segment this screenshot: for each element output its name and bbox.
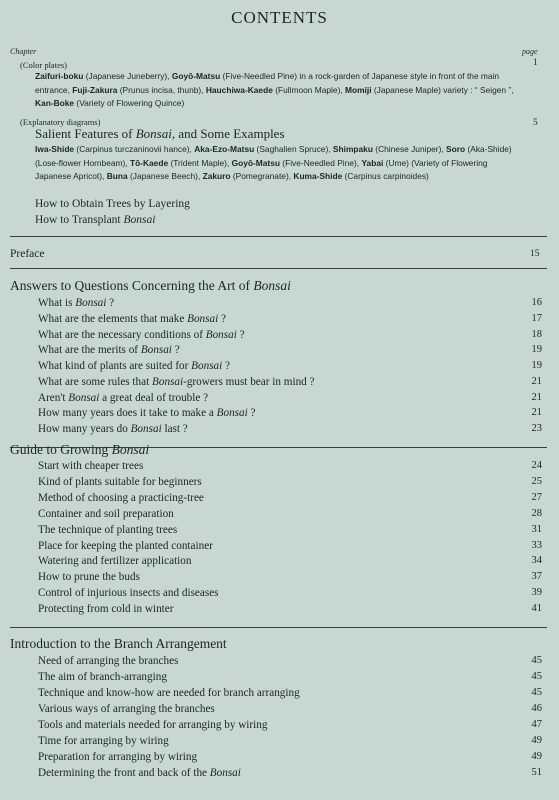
toc-entry[interactable] <box>0 344 559 359</box>
toc-entry-title: Various ways of arranging the branches <box>38 703 215 715</box>
toc-entry-title: How many years do Bonsai last ? <box>38 423 188 435</box>
toc-entry-page: 34 <box>531 555 542 567</box>
toc-entry-page: 47 <box>531 719 542 730</box>
toc-entry-title: What are the necessary conditions of Bonsai ? <box>38 328 245 341</box>
color-plates-description: Zaifuri-boku (Japanese Juneberry), Goyō-Matsu (Five-Needled Pine) in a rock-garden of Japanese style in front of the main entrance, Fuji-Zakura (Prunus incisa, thunb), Hauchiwa-Kaede (Fullmoon Maple), Momiji (Japanese Maple) variety : “ Seigen ”, Kan-Boke (Variety of Flowering Quince) <box>35 71 514 109</box>
toc-entry-title: What are the elements that make Bonsai ? <box>38 312 226 325</box>
toc-entry-page: 49 <box>531 735 542 746</box>
toc-entry[interactable] <box>0 508 559 523</box>
toc-entry[interactable] <box>0 460 559 475</box>
toc-entry-page: 27 <box>531 491 542 503</box>
toc-entry-title: Kind of plants suitable for beginners <box>38 475 202 488</box>
toc-entry-page: 19 <box>531 344 542 356</box>
toc-entry-page: 46 <box>531 703 542 714</box>
toc-entry-title: The technique of planting trees <box>38 523 178 536</box>
toc-entry[interactable] <box>0 376 559 391</box>
color-plates-label: (Color plates) <box>20 60 67 70</box>
toc-entry-title: How to prune the buds <box>38 571 140 584</box>
section-heading: Answers to Questions Concerning the Art of Bonsai <box>10 278 291 293</box>
divider <box>10 236 547 237</box>
toc-entry-page: 28 <box>531 507 542 519</box>
toc-entry[interactable] <box>0 767 559 782</box>
toc-entry-title: What are some rules that Bonsai-growers must bear in mind ? <box>38 375 315 388</box>
toc-entry[interactable] <box>0 524 559 539</box>
toc-entry-page: 17 <box>531 312 542 324</box>
toc-entry[interactable] <box>0 751 559 766</box>
toc-entry-page: 24 <box>531 460 542 471</box>
section-heading: Introduction to the Branch Arrangement <box>10 636 227 651</box>
preface-label[interactable]: Preface <box>10 248 45 260</box>
toc-entry-title: Watering and fertilizer application <box>38 555 192 568</box>
toc-entry-title: Start with cheaper trees <box>38 460 144 472</box>
toc-entry[interactable] <box>0 360 559 375</box>
toc-entry-page: 51 <box>531 767 542 778</box>
toc-entry-page: 45 <box>531 655 542 666</box>
toc-entry-title: Tools and materials needed for arranging by wiring <box>38 719 268 731</box>
toc-entry-title: Method of choosing a practicing-tree <box>38 491 204 504</box>
toc-entry-page: 39 <box>531 587 542 599</box>
toc-entry[interactable] <box>0 297 559 312</box>
toc-entry-title: Need of arranging the branches <box>38 655 179 667</box>
toc-entry[interactable] <box>0 719 559 734</box>
toc-entry-page: 45 <box>531 671 542 682</box>
color-plates-page: 1 <box>533 58 538 68</box>
diagrams-label: (Explanatory diagrams) <box>20 117 101 127</box>
toc-entry[interactable] <box>0 603 559 618</box>
toc-entry[interactable] <box>0 735 559 750</box>
toc-entry-page: 33 <box>531 539 542 551</box>
toc-entry-title: Place for keeping the planted container <box>38 539 213 552</box>
toc-entry[interactable] <box>0 555 559 570</box>
toc-entry[interactable] <box>0 571 559 586</box>
toc-entry-page: 21 <box>531 391 542 403</box>
toc-entry[interactable] <box>0 587 559 602</box>
toc-entry-title: The aim of branch-arranging <box>38 671 167 683</box>
diagrams-page: 5 <box>533 118 538 128</box>
chapter-column-header: Chapter <box>10 47 37 56</box>
preface-page: 15 <box>530 249 540 259</box>
layering-link[interactable]: How to Obtain Trees by Layering <box>35 198 190 210</box>
toc-entry-title: Preparation for arranging by wiring <box>38 751 198 763</box>
transplant-link[interactable]: How to Transplant Bonsai <box>35 214 156 226</box>
toc-entry-page: 49 <box>531 751 542 762</box>
toc-entry-title: Time for arranging by wiring <box>38 735 169 747</box>
toc-entry[interactable] <box>0 313 559 328</box>
toc-entry-page: 45 <box>531 687 542 698</box>
page-title: CONTENTS <box>231 8 328 27</box>
diagrams-heading: Salient Features of Bonsai, and Some Examples <box>35 126 285 141</box>
section-heading: Guide to Growing Bonsai <box>10 442 150 457</box>
toc-entry-title: What kind of plants are suited for Bonsai ? <box>38 360 231 372</box>
toc-entry-page: 18 <box>531 328 542 340</box>
toc-entry-title: Aren't Bonsai a great deal of trouble ? <box>38 391 209 404</box>
toc-entry[interactable] <box>0 492 559 507</box>
divider <box>10 268 547 269</box>
toc-entry[interactable] <box>0 407 559 422</box>
toc-entry-page: 31 <box>531 523 542 535</box>
toc-entry-page: 37 <box>531 571 542 583</box>
toc-entry[interactable] <box>0 655 559 670</box>
page-column-header: page <box>522 47 538 56</box>
toc-entry[interactable] <box>0 392 559 407</box>
toc-entry-title: What is Bonsai ? <box>38 297 115 309</box>
toc-entry-page: 23 <box>531 423 542 434</box>
toc-entry-title: Technique and know-how are needed for branch arranging <box>38 687 300 699</box>
toc-entry[interactable] <box>0 476 559 491</box>
toc-entry-page: 16 <box>531 297 542 308</box>
toc-entry-page: 41 <box>531 603 542 615</box>
toc-entry-title: Control of injurious insects and diseases <box>38 587 219 600</box>
toc-entry-title: Determining the front and back of the Bonsai <box>38 767 241 779</box>
toc-entry-page: 19 <box>531 360 542 371</box>
toc-entry-page: 25 <box>531 475 542 487</box>
toc-entry[interactable] <box>0 703 559 718</box>
toc-entry[interactable] <box>0 687 559 702</box>
toc-entry-title: How many years does it take to make a Bonsai ? <box>38 407 256 420</box>
toc-entry[interactable] <box>0 423 559 438</box>
toc-entry[interactable] <box>0 329 559 344</box>
toc-entry[interactable] <box>0 540 559 555</box>
toc-entry-title: What are the merits of Bonsai ? <box>38 344 180 357</box>
toc-entry-title: Container and soil preparation <box>38 507 174 520</box>
divider <box>10 627 547 628</box>
toc-entry-page: 21 <box>531 375 542 387</box>
toc-entry-title: Protecting from cold in winter <box>38 603 174 616</box>
toc-entry-page: 21 <box>531 407 542 419</box>
diagrams-description: Iwa-Shide (Carpinus turczaninovii hance), Aka-Ezo-Matsu (Saghalien Spruce), Shimpaku (Chinese Juniper), Soro (Aka-Shide) (Lose-flower Hornbeam), Tō-Kaede (Trident Maple), Goyō-Matsu (Five-Needled Pine), Yabai (Ume) (Variety of Flowering Japanese Apricot), Buna (Japanese Beech), Zakuro (Pomegranate), Kuma-Shide (Carpinus carpinoides) <box>35 144 512 182</box>
toc-entry[interactable] <box>0 671 559 686</box>
